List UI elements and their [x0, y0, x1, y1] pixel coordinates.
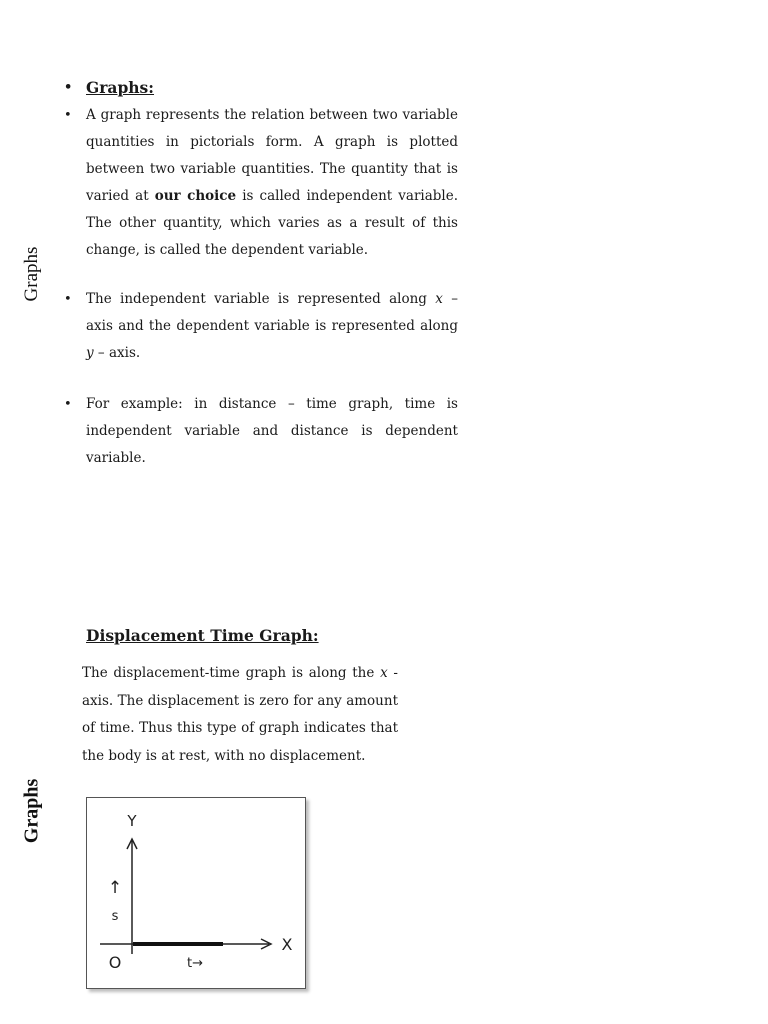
axis-text-1: The independent variable is represented along — [86, 291, 436, 307]
graph-definition-text-1: A graph represents the relation between two variable quantities in pictorials form. A graph is plotted between two variable quantities. The quantity that is varied at — [86, 107, 458, 204]
graphs-heading: • Graphs: — [62, 74, 458, 102]
axis-text-3: – axis. — [93, 345, 141, 361]
graphs-bullet-list — [62, 74, 458, 472]
s-label: s — [111, 909, 119, 924]
graph-definition-paragraph — [62, 102, 458, 264]
displacement-time-graph-title: Displacement Time Graph: — [86, 626, 319, 645]
graph-svg — [87, 798, 305, 988]
origin-label: O — [108, 953, 122, 972]
t-label: t→ — [187, 956, 203, 971]
displacement-body-text-1: The displacement-time graph is along the — [82, 665, 381, 681]
axis-text-2: – axis and the dependent variable is represented along — [86, 291, 458, 334]
example-paragraph: • For example: in distance – time graph, time is independent variable and distance is dependent variable. — [62, 391, 458, 472]
displacement-x-variable: x — [380, 665, 388, 681]
displacement-time-graph-body — [82, 660, 398, 770]
axis-paragraph — [62, 286, 458, 367]
displacement-time-graph-figure — [86, 797, 306, 989]
graph-definition-bold: our choice — [154, 188, 237, 204]
y-variable: y — [86, 345, 94, 361]
side-label-graphs-bold: Graphs — [20, 778, 43, 844]
x-variable: x — [435, 291, 443, 307]
s-arrow-icon: ↑ — [107, 878, 123, 898]
graph-definition-text-2: is called independent variable. The other quantity, which varies as a result of this change, is called the dependent variable. — [86, 188, 459, 258]
side-label-graphs: Graphs — [21, 246, 42, 302]
x-axis-label: X — [281, 935, 293, 954]
displacement-body-text-2: - axis. The displacement is zero for any amount of time. Thus this type of graph indicates that the body is at rest, with no displacement. — [82, 665, 398, 764]
y-axis-label: Y — [127, 812, 137, 830]
